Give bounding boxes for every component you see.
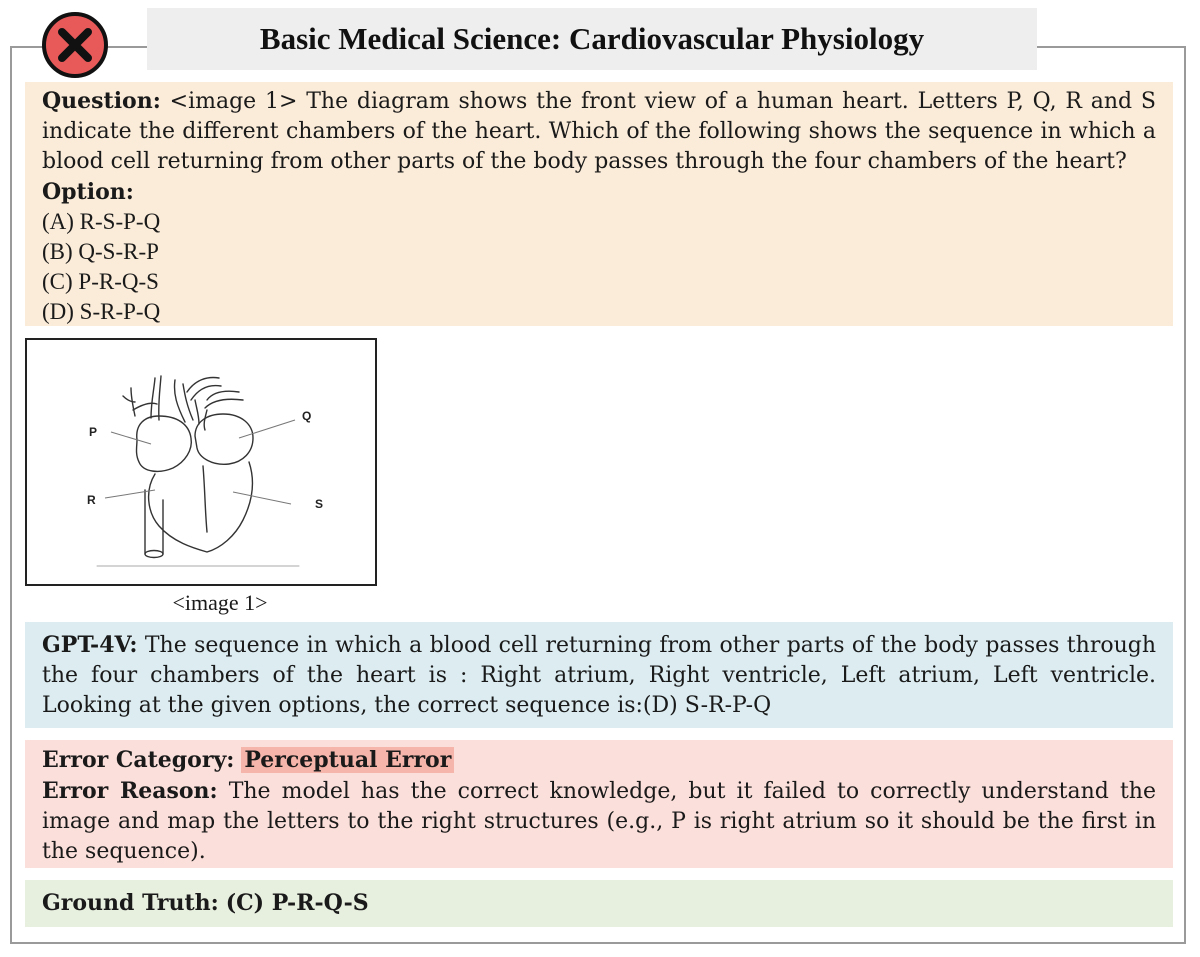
option-item: (B) Q-S-R-P <box>42 239 159 264</box>
question-label: Question: <box>42 88 161 114</box>
diagram-label-r: R <box>87 493 96 507</box>
page-title: Basic Medical Science: Cardiovascular Physiology <box>259 21 925 56</box>
ground-truth-box <box>25 880 1173 927</box>
heart-drawing <box>27 340 375 584</box>
error-category-line <box>42 745 1156 776</box>
question-box <box>25 82 1173 326</box>
option-label: Option: <box>42 179 134 205</box>
model-answer-text: The sequence in which a blood cell returning from other parts of the body passes through the four chambers of the heart is : Right atrium, Right ventricle, Left atrium, Left ventricle. Looking at the given options, the correct sequence is:(D) S-R-P-Q <box>42 633 1156 718</box>
diagram-label-s: S <box>315 497 324 511</box>
title-bar <box>147 8 1037 70</box>
option-item: (C) P-R-Q-S <box>42 269 159 294</box>
option-item: (D) S-R-P-Q <box>42 299 161 324</box>
error-reason-label: Error Reason: <box>42 778 218 804</box>
ground-truth-value: (C) P-R-Q-S <box>225 890 369 916</box>
diagram-label-p: P <box>89 425 98 439</box>
ground-truth-label: Ground Truth: <box>42 890 219 916</box>
error-category-label: Error Category: <box>42 747 235 773</box>
option-item: (A) R-S-P-Q <box>42 209 161 234</box>
diagram-label-q: Q <box>302 409 312 423</box>
model-label: GPT-4V: <box>42 632 138 658</box>
error-reason-paragraph <box>42 776 1156 867</box>
error-reason-text: The model has the correct knowledge, but it failed to correctly understand the image and map the letters to the right structures (e.g., P is right atrium so it should be the first in the sequence). <box>42 779 1156 864</box>
question-paragraph <box>42 86 1156 177</box>
model-answer-box <box>25 622 1173 728</box>
figure-caption: <image 1> <box>172 590 268 615</box>
error-category-value: Perceptual Error <box>241 747 454 773</box>
wrong-x-icon <box>40 10 110 80</box>
question-text: <image 1> The diagram shows the front view of a human heart. Letters P, Q, R and S indicate the different chambers of the heart. Which of the following shows the sequence in which a blood cell returning from other parts of the body passes through the four chambers of the heart? <box>42 89 1156 174</box>
error-box <box>25 740 1173 868</box>
heart-diagram <box>25 338 377 586</box>
